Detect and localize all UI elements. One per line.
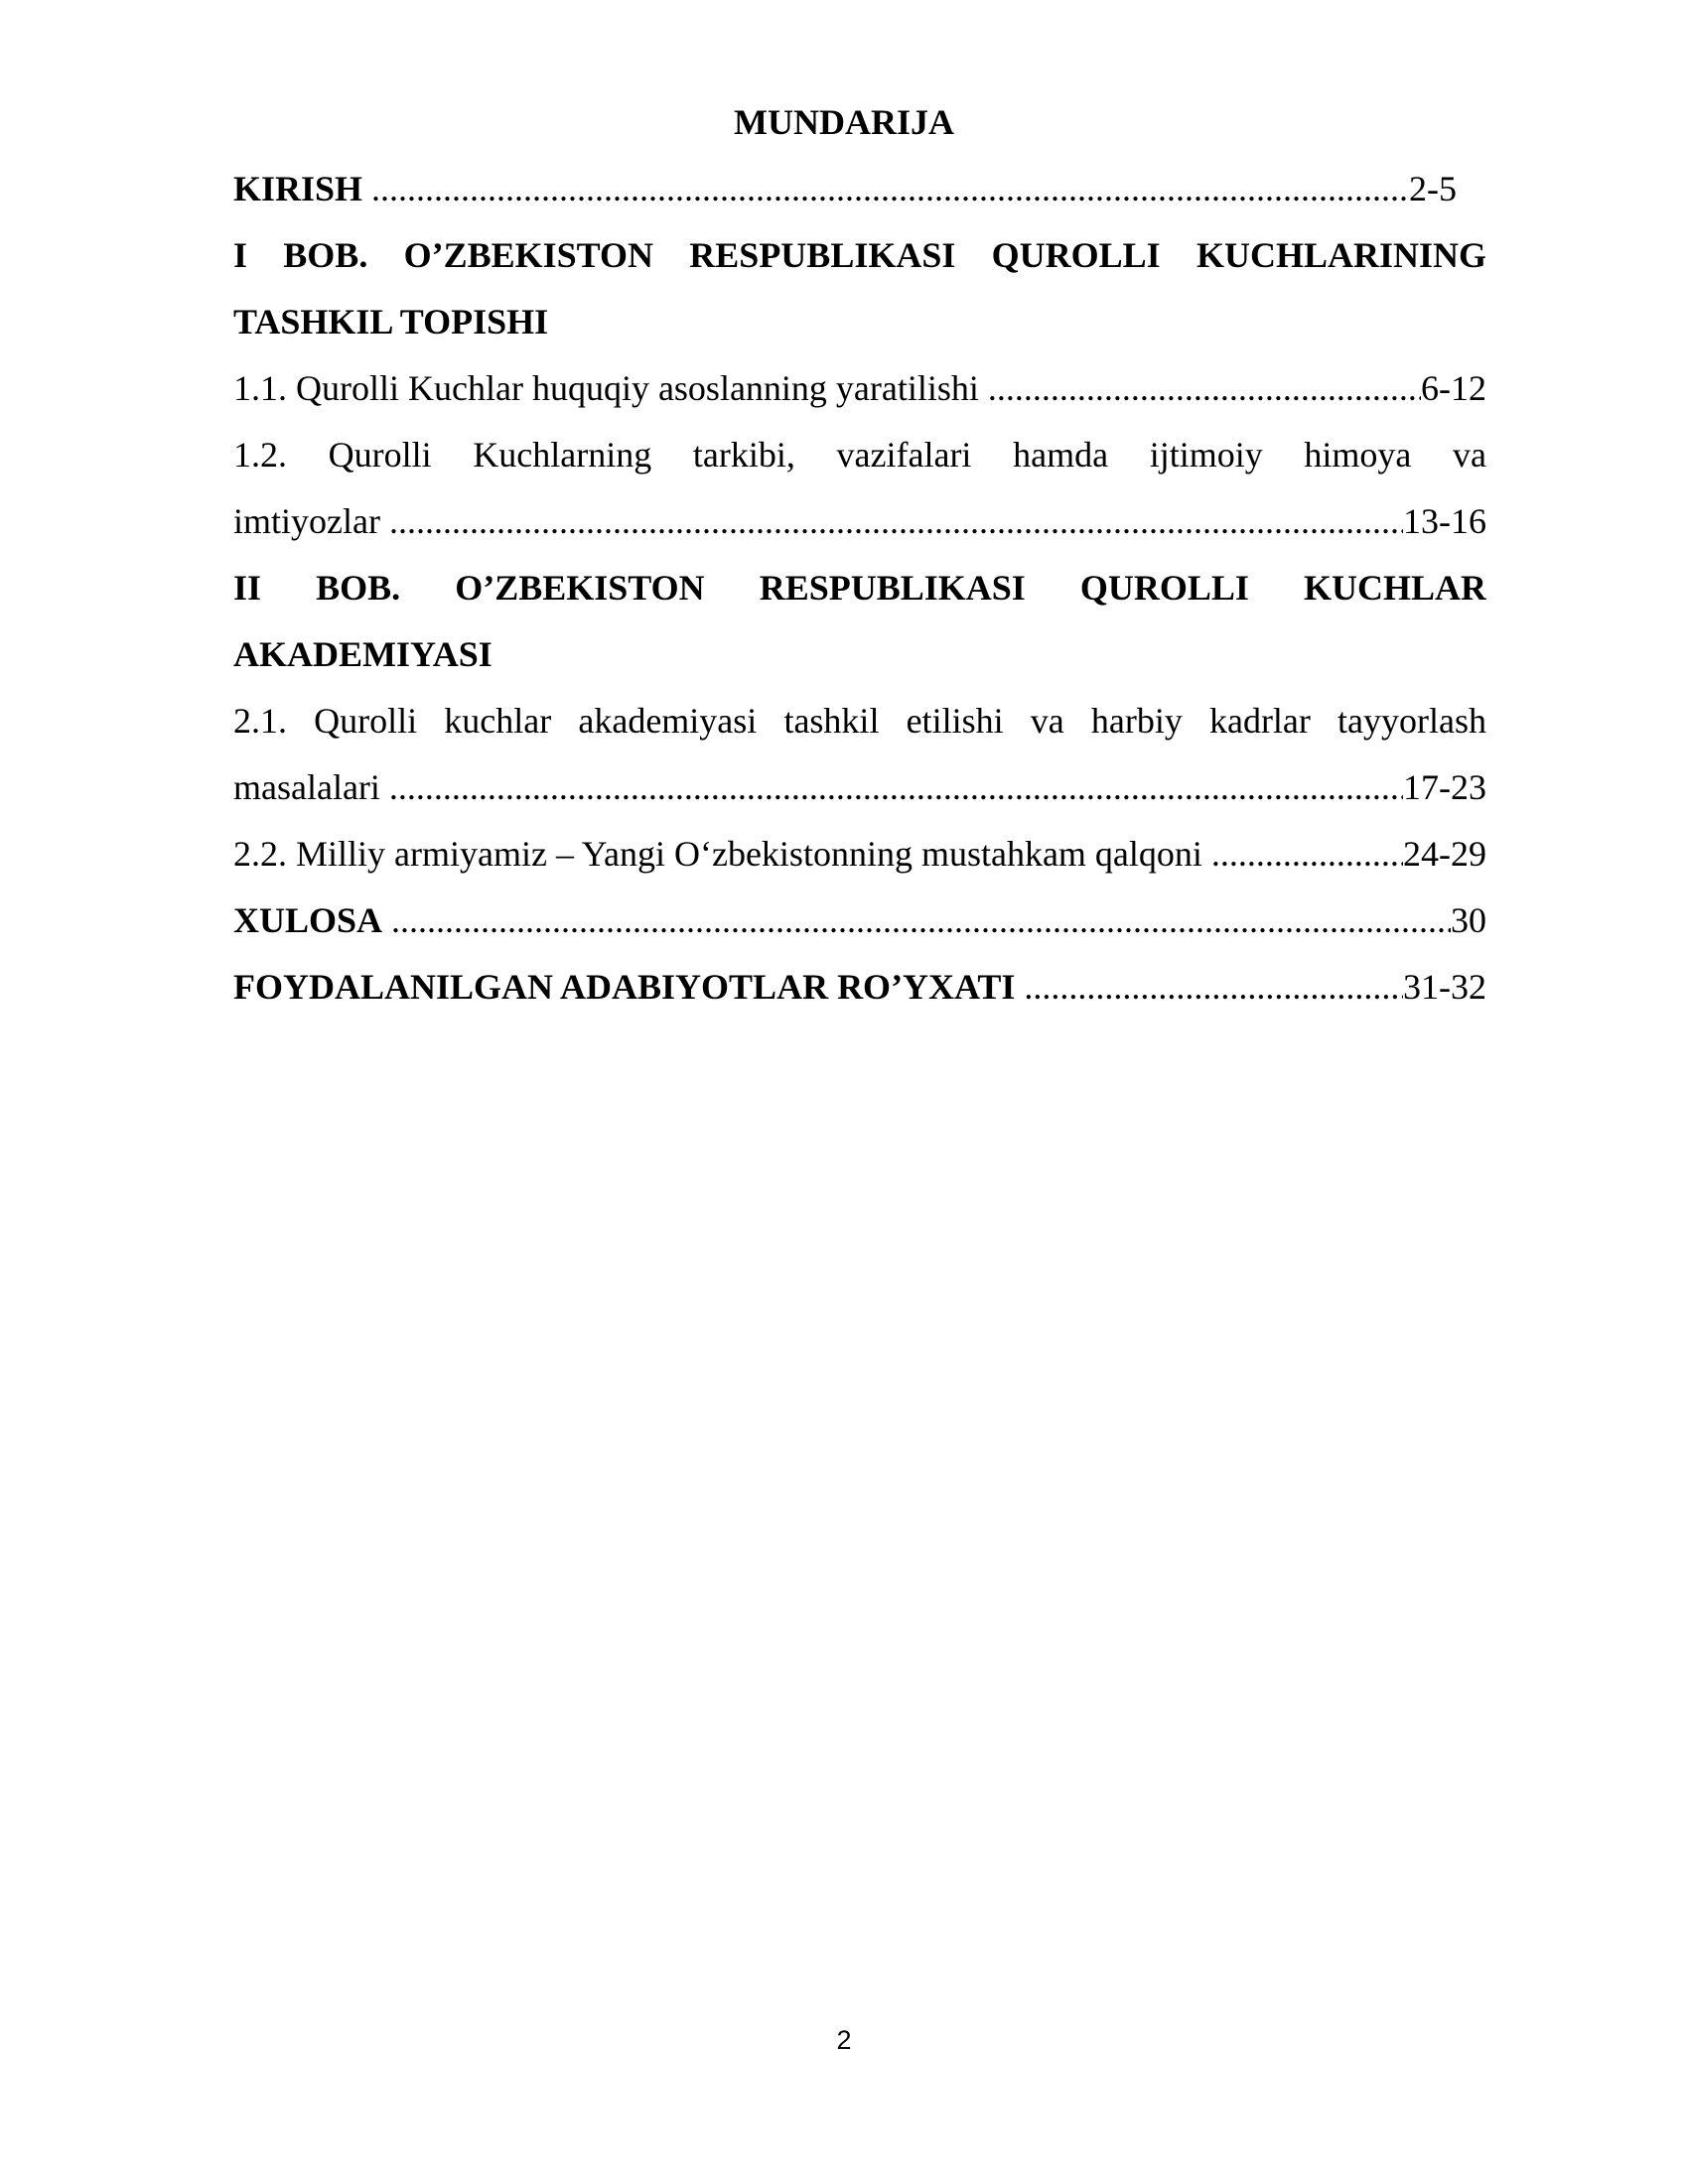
- toc-entry-1-2: [233, 488, 1486, 555]
- chapter-1-heading-line2: TASHKIL TOPISHI: [233, 302, 549, 341]
- toc-entry-1-1: [233, 355, 1486, 422]
- toc-entry-label: imtiyozlar .....: [233, 488, 1403, 555]
- toc-entry-label: masalalari .....: [233, 754, 1403, 821]
- chapter-2-heading-line2: AKADEMIYASI: [233, 634, 492, 674]
- toc-entry-2-1: [233, 754, 1486, 821]
- toc-entry-label: FOYDALANILGAN ADABIYOTLAR RO’YXATI .....: [233, 954, 1403, 1021]
- toc-entry-page: 17-23: [1403, 767, 1486, 807]
- toc-entry-references: [233, 954, 1486, 1021]
- toc-entry-label: KIRISH .....: [233, 156, 1409, 222]
- toc-entry-2-2: [233, 821, 1486, 887]
- toc-entry-page: 2-5: [1409, 169, 1457, 208]
- chapter-2-heading-line1: II BOB. O’ZBEKISTON RESPUBLIKASI QUROLLI KUCHLAR: [233, 568, 1486, 608]
- toc-entry-1-2-line1: 1.2. Qurolli Kuchlarning tarkibi, vazifalari hamda ijtimoiy himoya va: [233, 435, 1486, 475]
- chapter-1-heading-line1: I BOB. O’ZBEKISTON RESPUBLIKASI QUROLLI KUCHLARINING: [233, 235, 1486, 275]
- toc-title: MUNDARIJA: [734, 102, 954, 142]
- table-of-contents: [233, 156, 1486, 1021]
- toc-entry-2-1-line1: 2.1. Qurolli kuchlar akademiyasi tashkil etilishi va harbiy kadrlar tayyorlash: [233, 701, 1486, 741]
- toc-entry-page: 24-29: [1403, 834, 1486, 874]
- toc-entry-page: 30: [1451, 900, 1486, 940]
- toc-entry-page: 13-16: [1403, 501, 1486, 541]
- toc-entry-label: XULOSA .....: [233, 887, 1451, 954]
- page-number: 2: [836, 2025, 852, 2055]
- toc-entry-label: 1.1. Qurolli Kuchlar huquqiy asoslanning yaratilishi .....: [233, 355, 1421, 422]
- toc-entry-xulosa: [233, 887, 1486, 954]
- toc-entry-page: 31-32: [1403, 967, 1486, 1007]
- toc-entry-label: 2.2. Milliy armiyamiz – Yangi O‘zbekistonning mustahkam qalqoni .....: [233, 821, 1403, 887]
- toc-entry-kirish: [233, 156, 1486, 222]
- toc-entry-page: 6-12: [1421, 368, 1486, 408]
